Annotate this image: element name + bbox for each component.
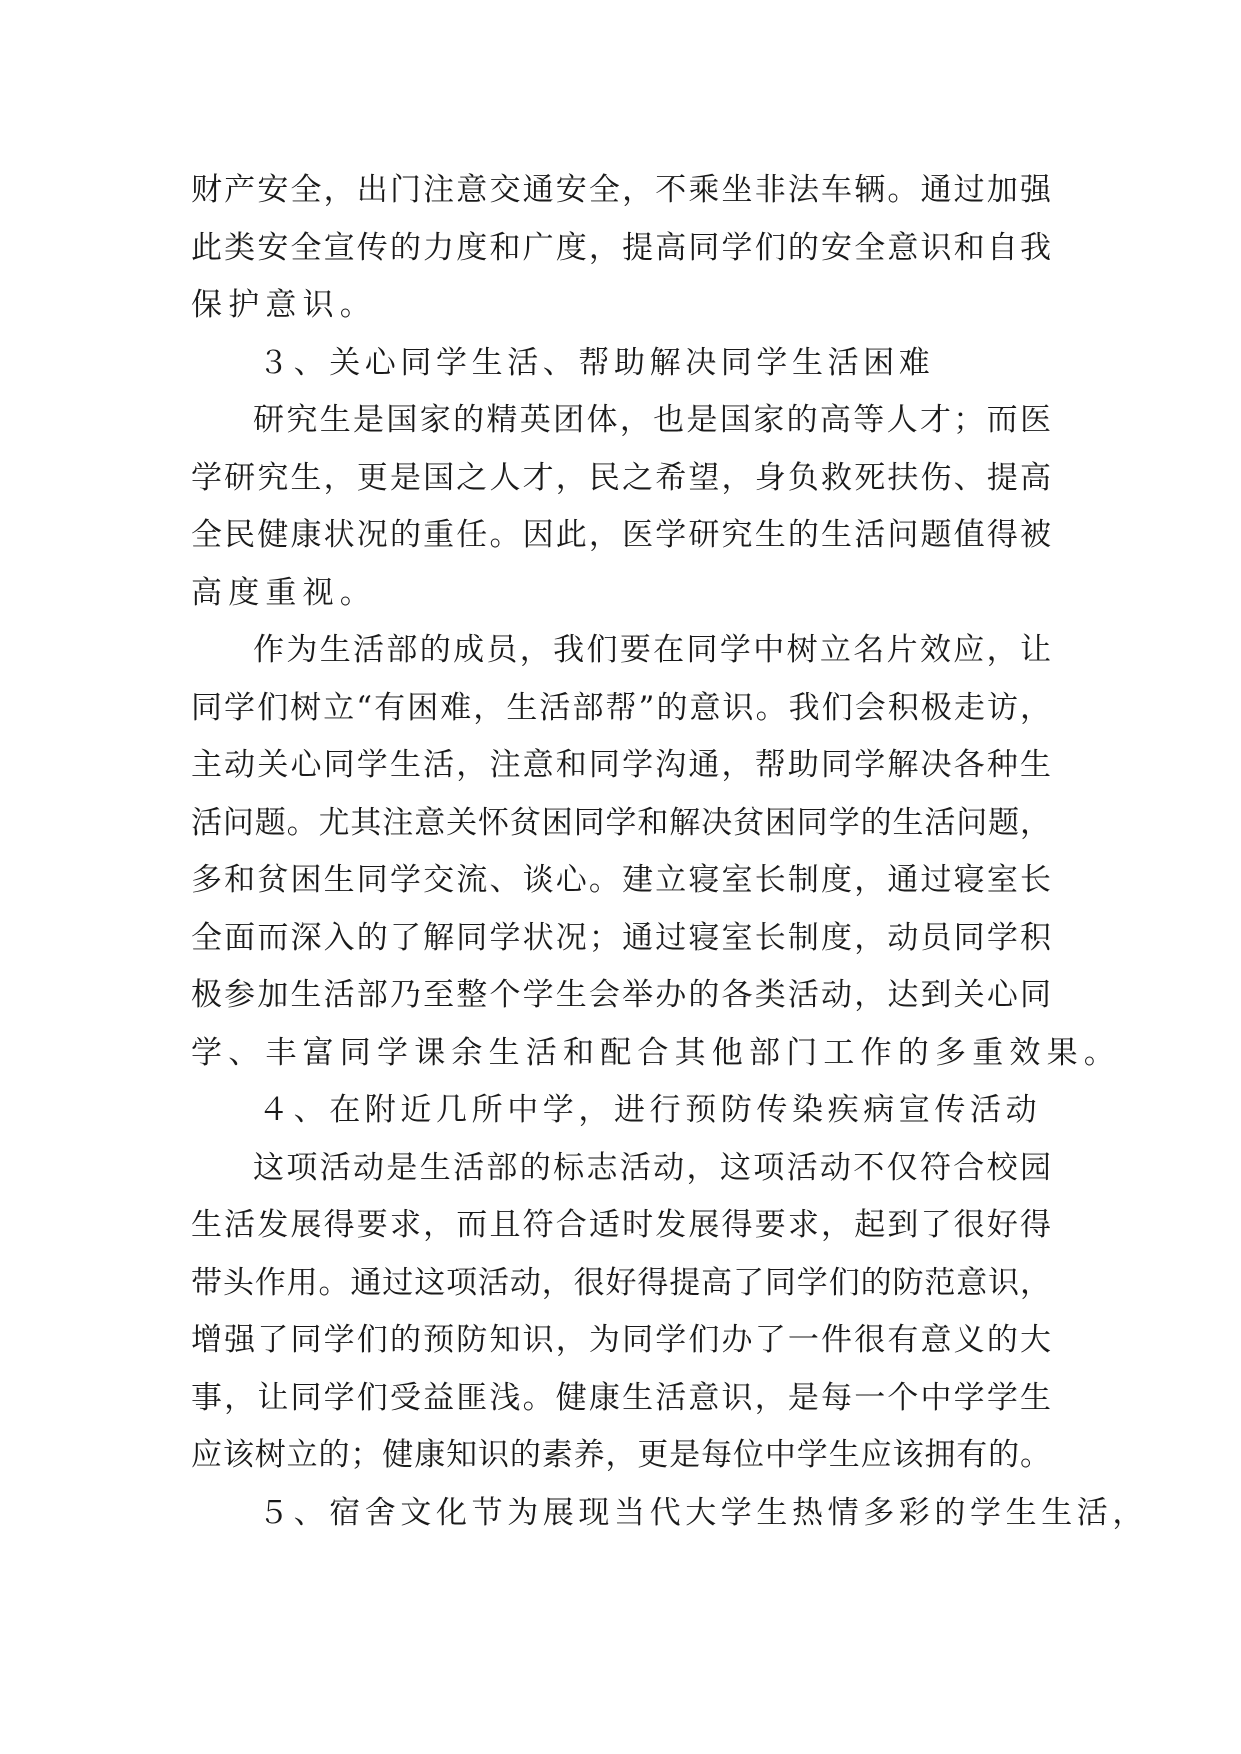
text-line: 学研究生，更是国之人才，民之希望，身负救死扶伤、提高 [191, 459, 1051, 496]
text-line: 高度重视。 [191, 574, 377, 611]
text-line: 多和贫困生同学交流、谈心。建立寝室长制度，通过寝室长 [191, 862, 1051, 898]
section-heading-5: ５、宿舍文化节为展现当代大学生热情多彩的学生生活， [258, 1494, 1148, 1531]
text-line: 主动关心同学生活，注意和同学沟通，帮助同学解决各种生 [191, 747, 1051, 783]
paragraph-first-line: 这项活动是生活部的标志活动，这项活动不仅符合校园 [253, 1149, 1051, 1186]
paragraph-first-line: 作为生活部的成员，我们要在同学中树立名片效应，让 [253, 632, 1051, 668]
text-line: 带头作用。通过这项活动，很好得提高了同学们的防范意识， [191, 1264, 1051, 1301]
text-line: 同学们树立“有困难，生活部帮”的意识。我们会积极走访， [191, 689, 1051, 726]
text-line: 活问题。尤其注意关怀贫困同学和解决贫困同学的生活问题， [191, 804, 1051, 841]
text-line: 全民健康状况的重任。因此，医学研究生的生活问题值得被 [191, 517, 1051, 553]
text-line: 生活发展得要求，而且符合适时发展得要求，起到了很好得 [191, 1207, 1051, 1243]
text-line: 学、丰富同学课余生活和配合其他部门工作的多重效果。 [191, 1034, 1121, 1071]
text-line: 保护意识。 [191, 287, 377, 323]
paragraph-first-line: 研究生是国家的精英团体，也是国家的高等人才；而医 [253, 402, 1051, 438]
section-heading-3: ３、关心同学生活、帮助解决同学生活困难 [258, 344, 935, 381]
text-line: 此类安全宣传的力度和广度，提高同学们的安全意识和自我 [191, 229, 1051, 266]
text-line: 应该树立的；健康知识的素养，更是每位中学生应该拥有的。 [191, 1437, 1051, 1473]
text-line: 极参加生活部乃至整个学生会举办的各类活动，达到关心同 [191, 977, 1051, 1013]
text-line: 增强了同学们的预防知识，为同学们办了一件很有意义的大 [191, 1322, 1051, 1358]
section-heading-4: ４、在附近几所中学，进行预防传染疾病宣传活动 [258, 1092, 1042, 1128]
text-line: 事，让同学们受益匪浅。健康生活意识，是每一个中学学生 [191, 1379, 1051, 1416]
text-line: 全面而深入的了解同学状况；通过寝室长制度，动员同学积 [191, 919, 1051, 956]
text-line: 财产安全，出门注意交通安全，不乘坐非法车辆。通过加强 [191, 172, 1051, 208]
document-body [191, 162, 1148, 1542]
